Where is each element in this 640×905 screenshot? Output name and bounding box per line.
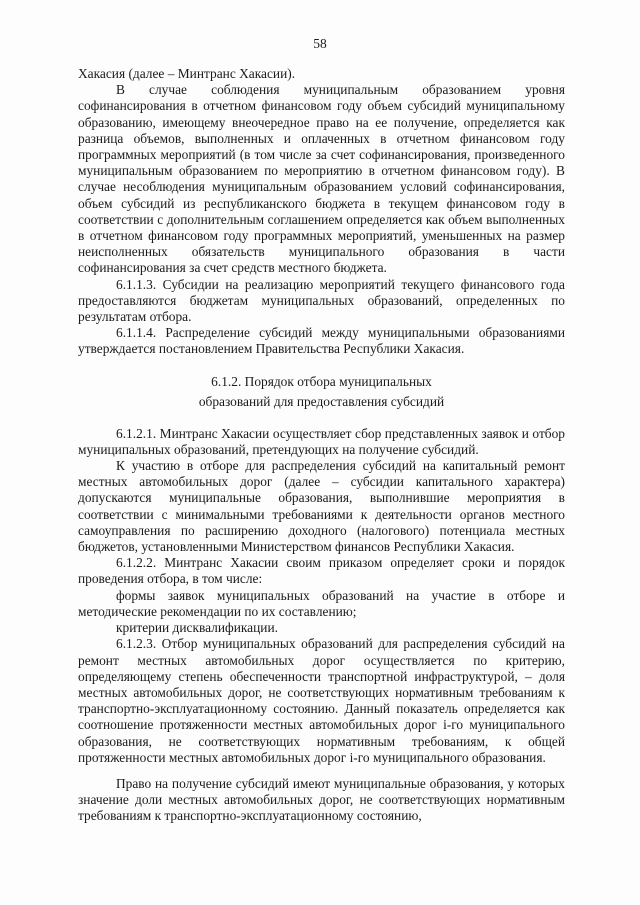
- paragraph: 6.1.2.1. Минтранс Хакасии осуществляет сбор представленных заявок и отбор муниципальных образований, претендующих на получение субсидий.: [78, 425, 565, 457]
- paragraph: формы заявок муниципальных образований на участие в отборе и методические рекомендации по их составлению;: [78, 587, 565, 619]
- paragraph: В случае соблюдения муниципальным образованием уровня софинансирования в отчетном финансовом году объем субсидий муниципальному образованию, имеющему внеочередное право на ее получение, определяется как разница объемов, выполненных и оплаченных в отчетном финансовом году программных мероприятий (в том числе за счет софинансирования, произведенного муниципальным образованием по мероприятию в отчетном финансовом году). В случае несоблюдения муниципальным образованием условий софинансирования, объем субсидий из республиканского бюджета в текущем финансовом году в соответствии с дополнительным соглашением определяется как объем выполненных в отчетном финансовом году программных мероприятий, уменьшенных на размер неисполненных обязательств муниципального образования в части софинансирования за счет средств местного бюджета.: [78, 82, 565, 276]
- page-number: 58: [313, 36, 327, 51]
- paragraph: 6.1.1.4. Распределение субсидий между муниципальными образованиями утверждается постановлением Правительства Республики Хакасия.: [78, 325, 565, 357]
- paragraph: Право на получение субсидий имеют муниципальные образования, у которых значение доли местных автомобильных дорог, не соответствующих нормативным требованиям к транспортно-эксплуатационному состоянию,: [78, 775, 565, 824]
- paragraph: 6.1.2.3. Отбор муниципальных образований для распределения субсидий на ремонт местных автомобильных дорог осуществляется по критерию, определяющему степень обеспеченности транспортной инфраструктурой, – доля местных автомобильных дорог, не соответствующих нормативным требованиям к транспортно-эксплуатационному состоянию. Данный показатель определяется как соотношение протяженности местных автомобильных дорог i-го муниципального образования, не соответствующих нормативным требованиям, к общей протяженности местных автомобильных дорог i-го муниципального образования.: [78, 636, 565, 765]
- section-heading: [78, 372, 565, 412]
- section-heading-line-2: образований для предоставления субсидий: [198, 393, 445, 409]
- paragraph: К участию в отборе для распределения субсидий на капитальный ремонт местных автомобильных дорог (далее – субсидии капитального характера) допускаются муниципальные образования, выполнившие мероприятия в соответствии с минимальными требованиями к деятельности органов местного самоуправления по расширению доходного (налогового) потенциала местных бюджетов, установленными Министерством финансов Республики Хакасия.: [78, 458, 565, 555]
- paragraph: Хакасия (далее – Минтранс Хакасии).: [78, 66, 296, 81]
- document-body: [78, 66, 565, 825]
- section-heading-line-1: 6.1.2. Порядок отбора муниципальных: [211, 373, 432, 389]
- paragraph: 6.1.2.2. Минтранс Хакасии своим приказом определяет сроки и порядок проведения отбора, в том числе:: [78, 555, 565, 587]
- paragraph: критерии дисквалификации.: [116, 620, 278, 636]
- paragraph: 6.1.1.3. Субсидии на реализацию мероприятий текущего финансового года предоставляются бюджетам муниципальных образований, определенных по результатам отбора.: [78, 276, 565, 325]
